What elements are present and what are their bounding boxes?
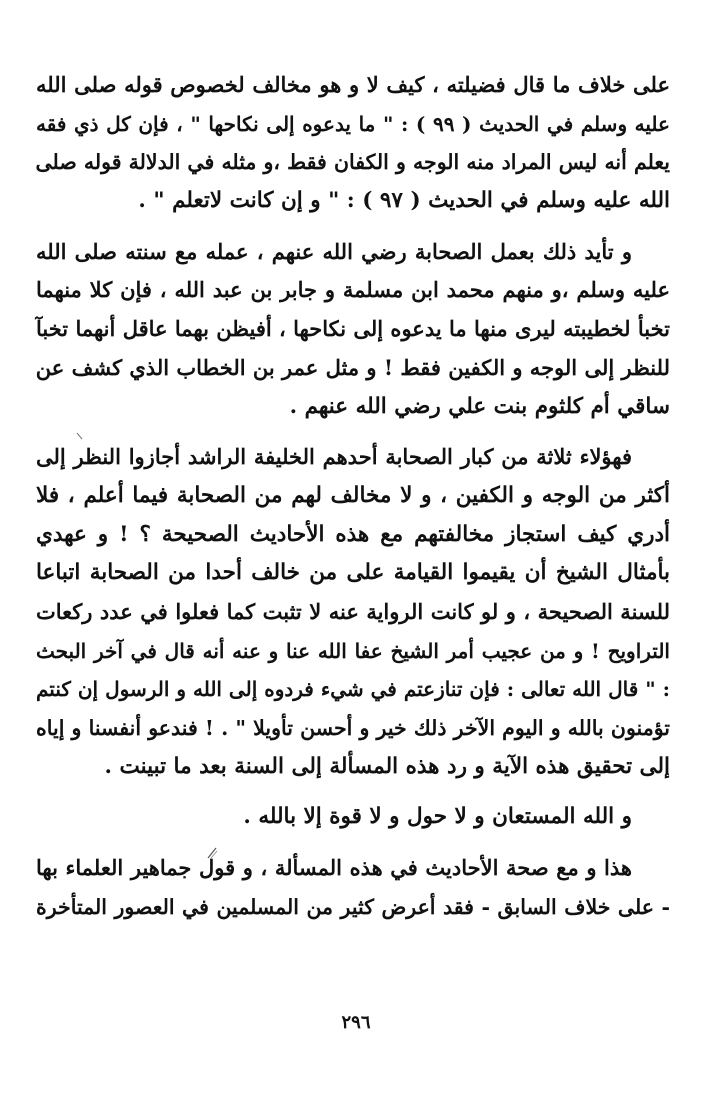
text-line: عليه وسلم في الحديث ( ٩٩ ) : " ما يدعوه إلى نكاحها " ، فإن كل ذي فقه [36,111,670,136]
paragraph-gap [36,426,670,438]
text-line: التراويح ! و من عجيب أمر الشيخ عفا الله عنا و عنه أنه قال في آخر البحث [36,638,670,663]
text-line: إلى تحقيق هذه الآية و رد هذه المسألة إلى السنة بعد ما تبينت . [104,753,670,779]
text-line: هذا و مع صحة الأحاديث في هذه المسألة ، و قول جماهير العلماء بها [36,855,632,881]
paragraph-gap [36,837,670,849]
text-line: أدري كيف استجاز مخالفتهم مع هذه الأحاديث الصحيحة ؟ ! و عهدي [36,521,670,547]
paragraph-4 [36,798,670,837]
text-line: تؤمنون بالله و اليوم الآخر ذلك خير و أحسن تأويلا " . ! فندعو أنفسنا و إياه [36,716,670,740]
text-line: تخبأ لخطيبته ليرى منها ما يدعوه إلى نكاحها ، أفيظن بهما عاقل أنهما تخبآ [36,316,670,342]
paragraph-gap [36,786,670,798]
text-line: يعلم أنه ليس المراد منه الوجه و الكفان فقط ،و مثله في الدلالة قوله صلى [35,150,670,175]
text-line: : " قال الله تعالى : فإن تنازعتم في شيء فردوه إلى الله و الرسول إن كنتم [36,677,670,702]
text-line: و تأيد ذلك بعمل الصحابة رضي الله عنهم ، عمله مع سنته صلى الله [36,238,632,264]
paragraph-1 [36,66,670,221]
text-line: فهؤلاء ثلاثة من كبار الصحابة أحدهم الخليفة الراشد أجازوا النظر إلى [36,444,632,470]
paragraph-gap [36,221,670,233]
text-line: بأمثال الشيخ أن يقيموا القيامة على من خالف أحدا من الصحابة اتباعا [36,560,670,586]
page-number: ٢٩٦ [341,1012,371,1033]
scan-speck-mark [73,430,87,444]
paragraph-5 [36,849,670,926]
text-line: - على خلاف السابق - فقد أعرض كثير من المسلمين في العصور المتأخرة [36,894,670,919]
text-line: للسنة الصحيحة ، و لو كانت الرواية عنه لا تثبت كما فعلوا في عدد ركعات [36,598,670,624]
text-line: للنظر إلى الوجه و الكفين فقط ! و مثل عمر بن الخطاب الذي كشف عن [35,354,670,380]
scan-stroke-mark [205,846,219,860]
paragraph-2 [36,233,670,426]
text-line: أكثر من الوجه و الكفين ، و لا مخالف لهم من الصحابة فيما أعلم ، فلا [36,482,670,508]
text-line: الله عليه وسلم في الحديث ( ٩٧ ) : " و إن كانت لاتعلم " . [138,188,670,214]
text-line: و الله المستعان و لا حول و لا قوة إلا بالله . [243,804,632,830]
paragraph-3 [36,438,670,786]
text-line: ساقي أم كلثوم بنت علي رضي الله عنهم . [289,393,670,419]
text-line: على خلاف ما قال فضيلته ، كيف لا و هو مخالف لخصوص قوله صلى الله [36,72,670,97]
text-line: عليه وسلم ،و منهم محمد ابن مسلمة و جابر بن عبد الله ، فإن كلا منهما [36,277,670,303]
page-body-text [36,66,670,926]
